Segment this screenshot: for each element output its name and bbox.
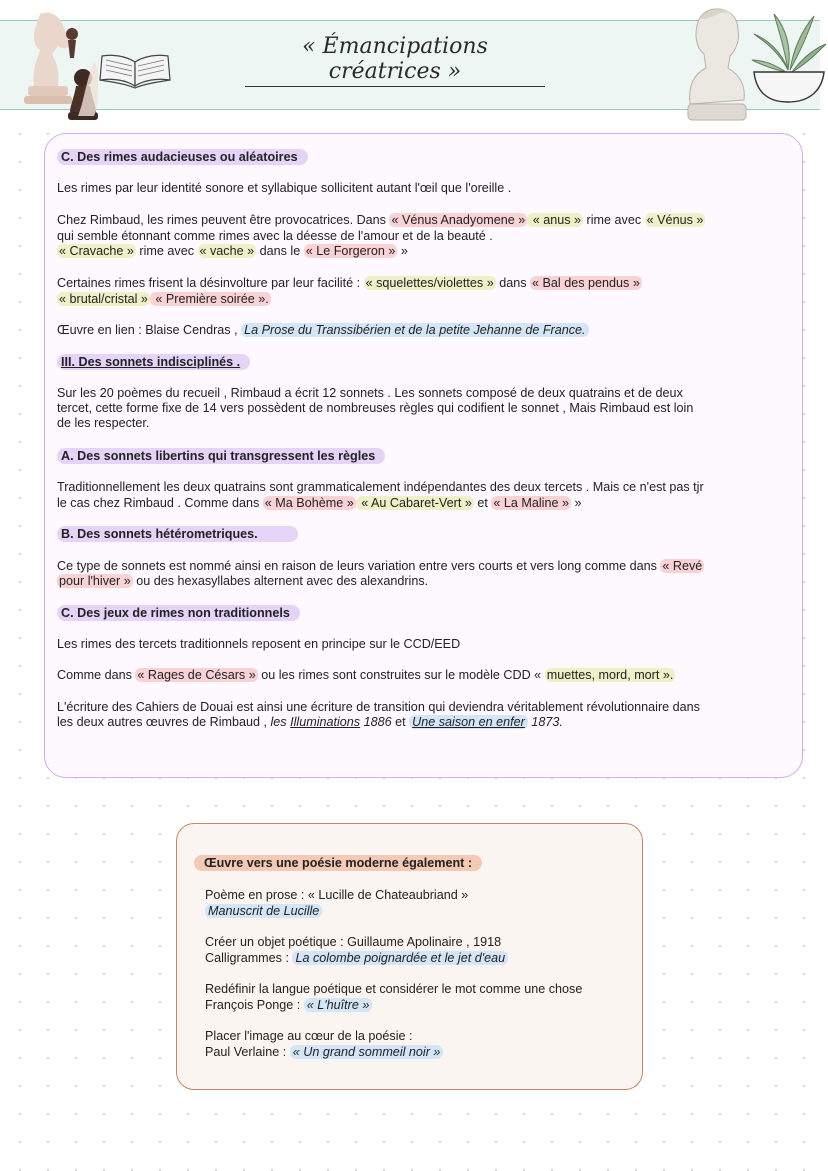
item-placer-image: Placer l'image au cœur de la poésie : <box>205 1029 413 1043</box>
quote-premiere-soiree: « Première soirée ». <box>151 292 269 306</box>
item-poeme-en-prose: Poème en prose : « Lucille de Chateaubriand » <box>205 888 469 902</box>
item-redefinir-langue: Redéfinir la langue poétique et considérer le mot comme une chose <box>205 982 583 996</box>
quote-ma-boheme: « Ma Bohème » <box>264 496 354 510</box>
modern-poetry-heading: Œuvre vers une poésie moderne également : <box>194 856 614 871</box>
paragraph-rages-de-cesars: Comme dans « Rages de Césars » ou les rimes sont construites sur le modèle CDD « muettes, mord, mort ». <box>57 668 674 682</box>
paragraph-desinvolture-line2 <box>57 292 777 307</box>
quote-le-forgeron: « Le Forgeron » <box>305 244 396 258</box>
greek-bust-icon <box>680 4 752 124</box>
paragraph-tercets-traditionnels: Les rimes des tercets traditionnels reposent en principe sur le CCD/EED <box>57 637 461 651</box>
paragraph-quatrains-line1: Traditionnellement les deux quatrains sont grammaticalement indépendantes des deux tercets . Mais ce n'est pas tjr <box>57 480 704 494</box>
item-manuscrit-de-lucille: Manuscrit de Lucille <box>205 904 625 919</box>
item-objet-poetique: Créer un objet poétique : Guillaume Apolinaire , 1918 <box>205 935 502 949</box>
chess-pieces-icon <box>18 6 98 122</box>
paragraph-quatrains-line2: le cas chez Rimbaud . Comme dans « Ma Bohème » « Au Cabaret-Vert » et « La Maline » » <box>57 496 582 510</box>
item-calligrammes: Calligrammes : La colombe poignardée et le jet d'eau <box>205 951 625 966</box>
section-heading-sonnets-indisciplines: III. Des sonnets indisciplinés . <box>57 355 777 370</box>
paragraph-heterometriques-line2: pour l'hiver » ou des hexasyllabes alternent avec des alexandrins. <box>59 574 429 588</box>
paragraph-heterometriques-line1: Ce type de sonnets est nommé ainsi en raison de leurs variation entre vers courts et vers long comme dans « Revé <box>57 559 703 573</box>
open-book-icon <box>98 52 172 92</box>
quote-brutal-cristal: « brutal/cristal » <box>59 292 148 306</box>
quote-la-maline: « La Maline » <box>493 496 569 510</box>
quote-vache: « vache » <box>199 244 255 258</box>
quote-au-cabaret-vert: « Au Cabaret-Vert » <box>357 496 472 510</box>
item-paul-verlaine: Paul Verlaine : « Un grand sommeil noir » <box>205 1045 625 1060</box>
section-heading-rimes-audacieuses: C. Des rimes audacieuses ou aléatoires <box>57 150 777 165</box>
quote-squelettes: « squelettes/violettes » <box>365 276 494 290</box>
quote-rages-de-cesars: « Rages de Césars » <box>137 668 256 682</box>
quote-muettes-mord-mort: muettes, mord, mort ». <box>546 668 674 682</box>
title-une-saison-en-enfer: Une saison en enfer <box>409 715 528 729</box>
paragraph-rimbaud-line2: qui semble étonnant comme rimes avec la déesse de l'amour et de la beauté . <box>57 229 493 243</box>
paragraph-sonnets-line2: tercet, cette forme fixe de 14 vers possèdent de nombreuses règles qui codifient le sonnet , Mais Rimbaud est loin <box>57 401 694 415</box>
paragraph-sonnets-line3: de les respecter. <box>57 416 150 430</box>
paragraph-desinvolture-line1: Certaines rimes frisent la désinvolture par leur facilité : « squelettes/violettes » dans « Bal des pendus » <box>57 276 640 290</box>
quote-reve-pour-hiver-part2: pour l'hiver » <box>59 574 131 588</box>
quote-reve-pour-hiver-part1: « Revé <box>662 559 703 573</box>
paragraph-oeuvre-en-lien: Œuvre en lien : Blaise Cendras , La Prose du Transsibérien et de la petite Jehanne de France. <box>57 323 777 338</box>
section-heading-sonnets-heterometriques: B. Des sonnets hétérometriques. <box>57 527 777 542</box>
paragraph-transition-line1: L'écriture des Cahiers de Douai est ainsi une écriture de transition qui deviendra véritablement révolutionnaire dans <box>57 700 700 714</box>
title-prose-transsiberien: La Prose du Transsibérien et de la petite Jehanne de France. <box>241 323 588 337</box>
paragraph-rimbaud-line1: Chez Rimbaud, les rimes peuvent être provocatrices. Dans « Vénus Anadyomene » « anus » rime avec « Vénus » <box>57 213 704 227</box>
potted-plant-icon <box>748 10 828 106</box>
quote-bal-des-pendus: « Bal des pendus » <box>532 276 640 290</box>
paragraph-sonnets-line1: Sur les 20 poèmes du recueil , Rimbaud a écrit 12 sonnets . Les sonnets composé de deux quatrains et de deux <box>57 386 683 400</box>
quote-venus-anadyomene: « Vénus Anadyomene » <box>391 213 526 227</box>
quote-cravache: « Cravache » <box>59 244 134 258</box>
paragraph-transition-line2: les deux autres œuvres de Rimbaud , les Illuminations 1886 et Une saison en enfer 1873. <box>57 715 563 729</box>
page-title: « Émancipations créatrices » <box>245 34 545 87</box>
quote-venus: « Vénus » <box>646 213 704 227</box>
section-heading-jeux-de-rimes: C. Des jeux de rimes non traditionnels <box>57 606 777 621</box>
paragraph-rimbaud-line3: « Cravache » rime avec « vache » dans le « Le Forgeron » » <box>59 244 408 258</box>
section-heading-sonnets-libertins: A. Des sonnets libertins qui transgressent les règles <box>57 449 777 464</box>
item-francois-ponge: François Ponge : « L'huître » <box>205 998 625 1013</box>
quote-anus: « anus » <box>529 213 582 227</box>
title-illuminations: Illuminations <box>290 715 361 729</box>
paragraph-rimes-identite: Les rimes par leur identité sonore et syllabique sollicitent autant l'œil que l'oreille . <box>57 181 512 195</box>
